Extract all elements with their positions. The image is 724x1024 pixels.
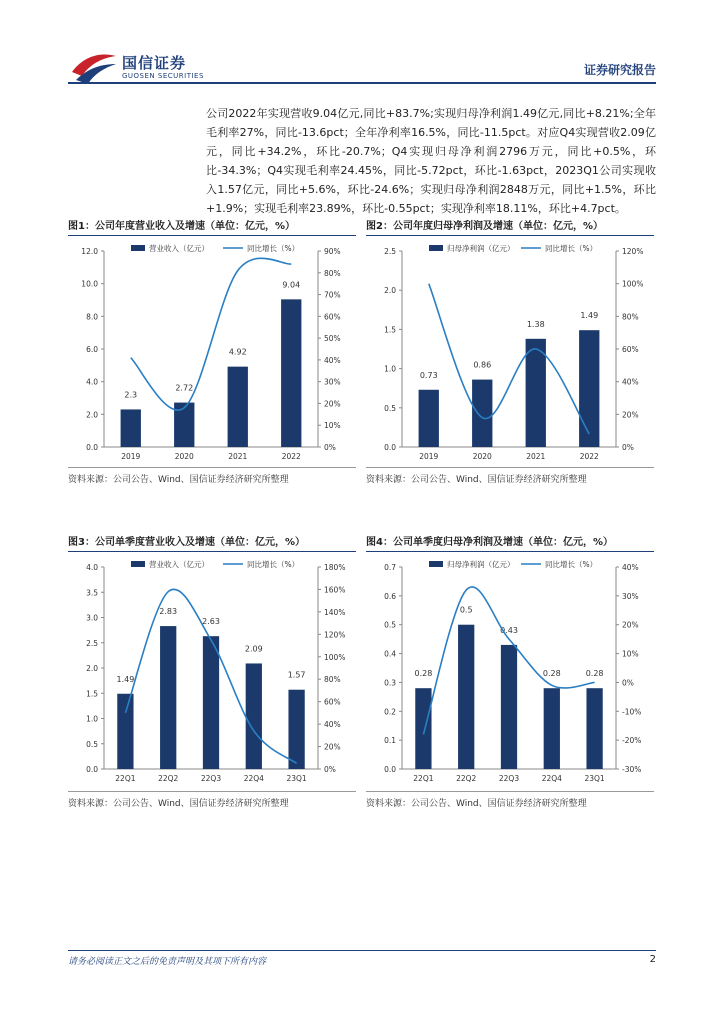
chart-title: 图1：公司年度营业收入及增速（单位：亿元，%） [68, 217, 356, 236]
chart-title: 图3：公司单季度营业收入及增速（单位：亿元，%） [68, 533, 356, 552]
bar-data-label: 2.3 [124, 390, 138, 400]
chart-block-quarterly-revenue [68, 533, 356, 813]
bar-2022 [579, 330, 599, 447]
page-number: 2 [649, 954, 656, 965]
left-axis-tick-label: 1.5 [86, 689, 98, 699]
x-axis-tick-label: 23Q1 [286, 774, 307, 783]
summary-paragraph: 公司2022年实现营收9.04亿元,同比+83.7%;实现归母净利润1.49亿元,同比+8.21%;全年毛利率27%，同比-13.6pct；全年净利率16.5%，同比-11.5pct。对应Q4实现营收2.09亿元，同比+34.2%，环比-20.7%；Q4实现归母净利润2796万元，同比+0.5%，环比-34.3%；Q4实现毛利率24.45%，同比-5.72pct，环比-1.63pct，2023Q1公司实现收入1.57亿元，同比+5.6%，环比-24.6%；实现归母净利润2848万元，同比+1.5%，环比+1.9%；实现毛利率23.89%，环比-0.55pct；实现净利率18.11%，环比+4.7pct。 [206, 107, 656, 215]
right-axis-tick-label: 20% [324, 742, 341, 752]
bar-2021 [526, 339, 546, 447]
bar-data-label: 0.43 [500, 625, 518, 635]
right-axis-tick-label: 0% [324, 443, 336, 452]
bar-data-label: 1.38 [526, 319, 545, 329]
bar-2020 [472, 380, 492, 447]
bar-22Q3 [203, 636, 219, 769]
x-axis-tick-label: 22Q1 [413, 774, 434, 783]
left-axis-tick-label: 0.3 [384, 678, 396, 688]
chart-source: 资料来源：公司公告、Wind、国信证券经济研究所整理 [68, 799, 289, 809]
logo-text-en: GUOSEN SECURITIES [122, 72, 204, 80]
growth-rate-line [131, 258, 292, 410]
x-axis-tick-label: 22Q4 [541, 774, 562, 783]
source-divider [68, 467, 356, 468]
right-axis-tick-label: 100% [622, 279, 644, 289]
bar-data-label: 9.04 [282, 280, 301, 290]
quarterly-revenue-chart [68, 555, 356, 787]
left-axis-tick-label: 3.5 [86, 588, 98, 598]
source-divider [68, 791, 356, 792]
chart-block-quarterly-net-profit [366, 533, 654, 813]
right-axis-tick-label: 120% [622, 247, 644, 256]
left-axis-tick-label: 2.0 [384, 286, 396, 296]
legend-swatch-bar [131, 561, 145, 567]
x-axis-tick-label: 2022 [281, 452, 301, 461]
right-axis-tick-label: 80% [324, 268, 341, 278]
left-axis-tick-label: 0.5 [384, 620, 396, 630]
bar-23Q1 [586, 688, 602, 769]
bar-23Q1 [288, 690, 304, 769]
right-axis-tick-label: 20% [622, 620, 639, 630]
left-axis-tick-label: 3.0 [86, 613, 98, 623]
bar-2022 [281, 299, 301, 447]
right-axis-tick-label: 60% [324, 312, 341, 322]
right-axis-tick-label: 10% [324, 421, 341, 431]
x-axis-tick-label: 2020 [174, 452, 194, 461]
legend-label-line: 同比增长（%） [545, 244, 598, 253]
left-axis-tick-label: 0.4 [384, 649, 396, 659]
left-axis-tick-label: 0.7 [384, 563, 396, 572]
x-axis-tick-label: 23Q1 [584, 774, 605, 783]
x-axis-tick-label: 2021 [526, 452, 546, 461]
bar-data-label: 1.49 [116, 674, 135, 684]
right-axis-tick-label: 60% [622, 345, 639, 354]
left-axis-tick-label: 4.0 [86, 377, 98, 387]
right-axis-tick-label: 60% [324, 697, 341, 707]
chart-block-annual-net-profit [366, 217, 654, 492]
right-axis-tick-label: 40% [622, 377, 639, 387]
right-axis-tick-label: 120% [324, 630, 346, 640]
left-axis-tick-label: 0.2 [384, 707, 396, 717]
right-axis-tick-label: 0% [324, 765, 336, 774]
legend-label-bar: 营业收入（亿元） [149, 244, 209, 253]
right-axis-tick-label: 80% [622, 312, 639, 322]
bar-data-label: 2.09 [244, 644, 263, 654]
left-axis-tick-label: 0.0 [86, 765, 98, 774]
left-axis-tick-label: 2.0 [86, 410, 98, 420]
left-axis-tick-label: 0.0 [384, 765, 396, 774]
bar-2021 [228, 367, 248, 447]
x-axis-tick-label: 22Q3 [200, 774, 222, 783]
x-axis-tick-label: 2022 [579, 452, 599, 461]
bar-data-label: 0.28 [542, 669, 561, 679]
bar-22Q4 [246, 663, 262, 769]
left-axis-tick-label: 1.0 [86, 714, 98, 724]
legend-label-bar: 营业收入（亿元） [149, 560, 209, 569]
source-divider [366, 791, 654, 792]
logo-text-cn: 国信证券 [122, 54, 187, 72]
right-axis-tick-label: 40% [324, 355, 341, 365]
right-axis-tick-label: 100% [324, 652, 346, 662]
guosen-logo-icon [70, 50, 118, 86]
guosen-logo [70, 50, 220, 90]
x-axis-tick-label: 22Q1 [115, 774, 136, 783]
legend-label-bar: 归母净利润（亿元） [447, 560, 515, 569]
right-axis-tick-label: -10% [622, 707, 642, 717]
bar-2019 [419, 390, 439, 447]
bar-data-label: 1.49 [580, 311, 599, 321]
right-axis-tick-label: -30% [622, 765, 642, 774]
x-axis-tick-label: 2019 [121, 452, 141, 461]
left-axis-tick-label: 0.0 [86, 443, 98, 452]
right-axis-tick-label: 30% [324, 377, 341, 387]
annual-net-profit-chart [366, 239, 654, 465]
bar-data-label: 2.72 [175, 383, 194, 393]
annual-revenue-chart [68, 239, 356, 465]
right-axis-tick-label: 30% [622, 591, 639, 601]
bar-data-label: 2.63 [202, 617, 220, 627]
chart-block-annual-revenue [68, 217, 356, 492]
report-type-label: 证券研究报告 [583, 63, 656, 77]
right-axis-tick-label: 0% [622, 443, 634, 452]
bar-data-label: 4.92 [228, 347, 247, 357]
right-axis-tick-label: 0% [622, 678, 634, 688]
right-axis-tick-label: 140% [324, 607, 346, 617]
chart-title: 图4：公司单季度归母净利润及增速（单位：亿元，%） [366, 533, 654, 552]
legend-label-line: 同比增长（%） [545, 560, 598, 569]
legend-swatch-bar [429, 561, 443, 567]
bar-22Q2 [458, 625, 474, 769]
bar-22Q3 [501, 645, 517, 769]
x-axis-tick-label: 22Q3 [498, 774, 520, 783]
right-axis-tick-label: -20% [622, 736, 642, 746]
left-axis-tick-label: 4.0 [86, 563, 98, 572]
x-axis-tick-label: 2019 [419, 452, 439, 461]
left-axis-tick-label: 12.0 [81, 247, 98, 256]
source-divider [366, 467, 654, 468]
x-axis-tick-label: 22Q2 [456, 774, 477, 783]
x-axis-tick-label: 22Q4 [243, 774, 264, 783]
x-axis-tick-label: 2020 [472, 452, 492, 461]
right-axis-tick-label: 40% [622, 563, 639, 572]
bar-data-label: 1.57 [287, 670, 306, 680]
bar-22Q4 [544, 688, 560, 769]
chart-source: 资料来源：公司公告、Wind、国信证券经济研究所整理 [68, 475, 289, 485]
bar-22Q2 [160, 626, 176, 769]
right-axis-tick-label: 160% [324, 585, 346, 595]
bar-data-label: 0.73 [419, 370, 438, 380]
quarterly-net-profit-chart [366, 555, 654, 787]
bar-data-label: 2.83 [159, 607, 178, 617]
chart-title: 图2：公司年度归母净利润及增速（单位：亿元，%） [366, 217, 654, 236]
left-axis-tick-label: 1.5 [384, 325, 396, 335]
footer-disclaimer: 请务必阅读正文之后的免责声明及其项下所有内容 [68, 957, 267, 967]
right-axis-tick-label: 20% [622, 410, 639, 420]
right-axis-tick-label: 50% [324, 334, 341, 344]
bar-data-label: 0.28 [414, 669, 433, 679]
legend-swatch-bar [131, 245, 145, 251]
right-axis-tick-label: 70% [324, 290, 341, 300]
bar-data-label: 0.86 [473, 360, 492, 370]
left-axis-tick-label: 2.5 [384, 247, 396, 256]
footer-divider [68, 950, 656, 951]
right-axis-tick-label: 180% [324, 563, 346, 572]
x-axis-tick-label: 22Q2 [158, 774, 179, 783]
left-axis-tick-label: 0.1 [384, 736, 396, 746]
legend-label-line: 同比增长（%） [247, 560, 300, 569]
bar-22Q1 [117, 694, 133, 769]
right-axis-tick-label: 20% [324, 399, 341, 409]
right-axis-tick-label: 10% [622, 649, 639, 659]
page-header [0, 0, 724, 90]
bar-data-label: 0.5 [459, 605, 473, 615]
left-axis-tick-label: 2.5 [86, 638, 98, 648]
left-axis-tick-label: 0.0 [384, 443, 396, 452]
legend-label-bar: 归母净利润（亿元） [447, 244, 515, 253]
right-axis-tick-label: 40% [324, 720, 341, 730]
chart-source: 资料来源：公司公告、Wind、国信证券经济研究所整理 [366, 475, 587, 485]
legend-label-line: 同比增长（%） [247, 244, 300, 253]
growth-rate-line [429, 284, 590, 434]
left-axis-tick-label: 1.0 [384, 364, 396, 374]
left-axis-tick-label: 0.5 [86, 739, 98, 749]
right-axis-tick-label: 90% [324, 247, 341, 256]
left-axis-tick-label: 0.6 [384, 591, 396, 601]
bar-2020 [174, 403, 194, 447]
bar-data-label: 0.28 [585, 669, 604, 679]
header-divider [68, 82, 656, 84]
bar-2019 [121, 409, 141, 447]
left-axis-tick-label: 10.0 [81, 279, 98, 289]
left-axis-tick-label: 0.5 [384, 403, 396, 413]
bar-22Q1 [415, 688, 431, 769]
chart-source: 资料来源：公司公告、Wind、国信证券经济研究所整理 [366, 799, 587, 809]
left-axis-tick-label: 6.0 [86, 345, 98, 354]
legend-swatch-bar [429, 245, 443, 251]
x-axis-tick-label: 2021 [228, 452, 248, 461]
right-axis-tick-label: 80% [324, 675, 341, 685]
left-axis-tick-label: 2.0 [86, 664, 98, 673]
left-axis-tick-label: 8.0 [86, 312, 98, 322]
